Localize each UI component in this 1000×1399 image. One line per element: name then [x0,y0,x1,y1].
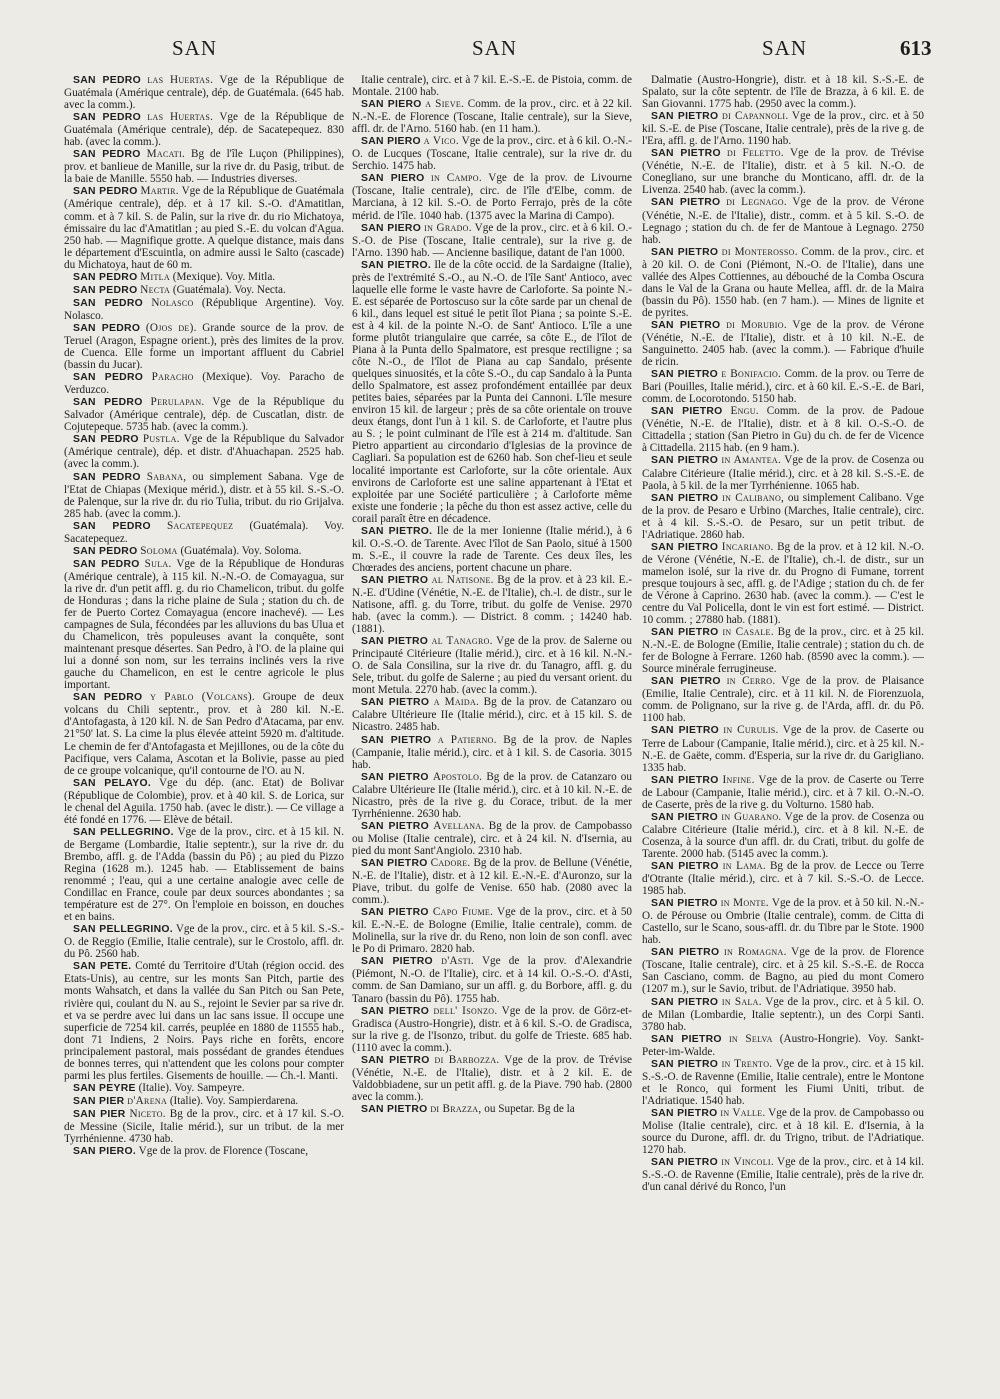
entry-qualifier: Mitla [140,270,170,283]
entry-qualifier: a Sieve. [425,98,465,111]
entry-text: (Italie). Voy. Sampeyre. [138,1081,245,1094]
dictionary-entry [642,319,924,368]
entry-text: Vge de la prov. de Görz-et-Gradisca (Austro-Hongrie), distr. et à 6 kil. S.-O. de Gradisca, sur la rive g. de l'Isonzo, tribut. du golfe de Trieste. 685 hab. (1110 avec la comm.). [352,1004,632,1054]
entry-qualifier: a Patierno. [437,733,497,746]
dictionary-entry [352,74,632,98]
entry-qualifier: Sabana, [146,470,187,483]
entry-headword: SAN PIETRO [361,907,429,919]
dictionary-entry [64,1095,344,1108]
entry-qualifier: Perulapan. [150,396,205,409]
entry-text: Vge de la prov. de Livourne (Toscane, Italie centrale), circ. de l'île d'Elbe, comm. de Marciana, à 12 kil. S.-O. de Porto Ferrajo, près de la côte mérid. de l'île. 1040 hab. (1375 avec la Marina di Campo). [352,172,632,222]
entry-headword: SAN PIETRO [651,1033,722,1045]
entry-headword: SAN PEDRO [73,322,141,334]
entry-qualifier: di Barbozza. [434,1053,500,1066]
entry-headword: SAN PIETRO [361,956,433,968]
entry-qualifier: in Romagna. [724,946,787,959]
entry-qualifier: in Cerro. [726,675,776,688]
dictionary-entry [642,1033,924,1058]
entry-qualifier: Pustla. [142,433,180,446]
entry-text: Bg de la prov., circ. et à 17 kil. S.-O. de Messine (Sicile, Italie mérid.), sur un tribut. de la mer Tyrrhénienne. 4730 hab. [64,1107,344,1146]
dictionary-entry [642,724,924,773]
entry-headword: SAN PIETRO [651,148,721,160]
entry-headword: SAN PIER [73,1108,126,1120]
dictionary-entry [352,574,632,635]
text-column-3 [642,74,924,1394]
dictionary-entry [642,1107,924,1156]
entry-headword: SAN PIETRO [651,861,719,872]
dictionary-entry [642,541,924,626]
entry-text: Grande source de la prov. de Teruel (Aragon, Espagne orient.), près des limites de la prov. de Cuenca. Elle forme un important affluent du Cabriel (bassin du Jucar). [64,321,344,372]
entry-qualifier: Sula. [144,557,172,570]
entry-headword: SAN PIERO. [73,1146,137,1158]
entry-qualifier: al Tanagro. [431,635,493,648]
entry-headword: SAN PIER [73,1095,125,1107]
entry-headword: SAN PEDRO [73,520,151,532]
entry-qualifier: las Huertas. [147,111,214,124]
entry-headword: SAN PEDRO [73,558,140,570]
entry-text: ou simplement Sabana. Vge de l'Etat de Chiapas (Mexique mérid.), distr. et à 55 kil. S.-S.-O. de Palenque, sur la rive dr. du rio Tulia, tribut. du rio Grijalva. 285 hab. (avec la comm.). [64,470,344,520]
entry-text: Comté du Territoire d'Utah (région occid. des Etats-Unis), au centre, sur les monts San Pitch, partie des monts Wahsatch, et dans la vallée du San Pitch ou San Pete, rivière qui, coulant du N. au S., rejoint le Sevier par sa rive dr. et va se perdre avec lui dans un lac sans issue. Il occupe une superficie de 7254 kil. carrés, peuplée en 1880 de 11555 hab., dont 71 Indiens, 2 Noirs. Pays riche en forêts, encore principalement pastoral, mais possédant de grandes étendues de bonnes terres, qui n'attendent que les colons pour compter parmi les plus fertiles. Gisements de houille. — Ch.-l. Manti. [64,960,344,1082]
entry-qualifier: Capo Fiume. [432,906,494,919]
entry-qualifier: Apostolo. [432,770,483,783]
dictionary-entry [642,946,924,995]
entry-headword: SAN PETE. [73,961,132,973]
dictionary-entry [64,826,344,923]
entry-headword: SAN PEDRO [73,545,138,557]
entry-qualifier: di Monterosso. [721,245,798,258]
dictionary-entry [642,860,924,897]
entry-qualifier: in Curulis. [723,724,779,737]
entry-qualifier: in Guarano. [721,810,782,823]
entry-headword: SAN PEDRO [73,75,141,86]
entry-qualifier: in Campo. [431,172,482,185]
entry-headword: SAN PEDRO [73,372,144,384]
header-center-word: SAN [472,36,518,60]
running-header [0,36,1000,66]
entry-text: Bg de la prov. de Bellune (Vénétie, N.-E. de l'Italie), distr. et à 12 kil. E.-N.-E. d'Auronzo, sur la Piave, tribut. du golfe de Venise. 650 hab. (2080 avec la comm.). [352,857,632,907]
entry-qualifier: Incariano. [721,540,774,553]
dictionary-entry [642,996,924,1033]
entry-headword: SAN PIETRO [651,246,719,258]
entry-headword: SAN PEDRO [73,692,143,704]
entry-text: Bg de la prov. et à 23 kil. E.-N.-E. d'Udine (Vénétie, N.-E. de l'Italie), ch.-l. de distr., sur le Natisone, affl. g. du Torre, tribut. du golfe de Venise. 2970 hab. (avec la comm.). — District. 8 comm. ; 14240 hab. (1881). [352,573,632,636]
entry-text: Vge de la République du Salvador (Amérique centrale), dép. et distr. d'Ahuachapan. 2525 hab. (avec la comm.). [64,433,344,471]
entry-headword: SAN PEDRO [73,397,143,409]
entry-text: (Mexique). Voy. Mitla. [169,270,276,283]
entry-headword: SAN PEDRO [73,186,138,198]
entry-text: ou Supetar. Bg de la [481,1102,575,1115]
entry-headword: SAN PIERO [361,136,421,148]
dictionary-entry [642,1156,924,1193]
dictionary-entry [64,111,344,148]
entry-text: Bg de la prov. de Lecce ou Terre d'Otrante (Italie mérid.), circ. et à 7 kil. S.-S.-O. de Lecce. 1985 hab. [642,860,924,898]
entry-headword: SAN PIETRO [651,197,721,209]
entry-headword: SAN PEDRO [73,149,141,161]
entry-text: Vge de la prov., circ. et à 6 kil. O.-S.-O. de Pise (Toscane, Italie centrale), sur la rive g. de l'Arno. 1390 hab. — Ancienne basilique, datant de l'an 1000. [352,221,632,259]
dictionary-entry [642,774,924,811]
entry-qualifier: in Grado. [424,221,472,234]
dictionary-entry [352,222,632,259]
dictionary-entry [64,271,344,284]
dictionary-entry [64,297,344,322]
entry-qualifier: in Trento. [721,1057,773,1070]
entry-headword: SAN PELLEGRINO. [73,924,173,936]
entry-headword: SAN PIETRO [651,406,723,418]
entry-headword: SAN PELLEGRINO. [73,826,174,838]
entry-headword: SAN PIETRO [361,1103,428,1115]
entry-headword: SAN PIETRO [361,1005,430,1017]
entry-qualifier: in Calibano, [722,491,785,504]
dictionary-entry [642,368,924,405]
entry-text: Bg de la prov. de Campobasso ou Molise (Italie centrale), circ. et à 24 kil. N. d'Isernia, au pied du mont Sant'Angiolo. 2310 hab. [352,819,632,857]
dictionary-entry [642,196,924,245]
entry-headword: SAN PIETRO [651,1058,719,1070]
dictionary-entry [64,471,344,520]
entry-qualifier: y Pablo (Volcans). [150,691,256,704]
entry-text: Vge de la prov. d'Alexandrie (Piémont, N.-O. de l'Italie), circ. et à 14 kil. O.-S.-O. d'Asti, comm. de San Damiano, sur un affl. g. du Borbore, affl. g. du Tanaro (bassin du Pô). 1755 hab. [352,955,632,1005]
entry-text: Comm. de la prov., circ. et à 20 kil. O. de Coni (Piémont, N.-O. de l'Italie), dans une vallée des Alpes Cottiennes, au débouché de la Comba Oscura dans le Val de la Grana ou haute Mellea, affl. dr. de la Maira (bassin du Pô). 1550 hab. (en 7 ham.). — Mines de lignite et de pyrites. [642,245,924,319]
entry-text: Vge de la prov. de Campobasso ou Molise (Italie centrale), circ. et à 18 kil. E. d'Isernia, à la source du Durone, affl. dr. du Trigno, tribut. de l'Adriatique. 1270 hab. [642,1106,924,1157]
dictionary-entry [642,74,924,110]
dictionary-entry [64,545,344,558]
entry-qualifier: a Maida. [433,696,480,709]
entry-headword: SAN PEDRO [73,471,141,483]
entry-text: (Austro-Hongrie). Voy. Sankt-Peter-im-Walde. [642,1032,924,1058]
entry-qualifier: Macati. [146,148,186,161]
entry-headword: SAN PIETRO [651,725,720,737]
entry-qualifier: Paracho [151,371,194,384]
entry-headword: SAN PIETRO [361,820,429,832]
entry-qualifier: di Legnago. [726,196,787,209]
entry-text: (Mexique). Voy. Paracho de Verduzco. [64,371,344,397]
entry-text: Vge de la prov. de Vérone (Vénétie, N.-E. de l'Italie), distr., comm. et à 5 kil. S.-O. de Legnago ; station du ch. de fer de Mantoue à Legnago. 2750 hab. [642,196,924,246]
dictionary-entry [642,110,924,147]
entry-headword: SAN PIETRO [361,574,429,586]
dictionary-entry [352,820,632,857]
entry-qualifier: in Vincoli. [721,1156,774,1169]
entry-qualifier: Avellana. [433,819,485,832]
dictionary-entry [64,396,344,433]
dictionary-entry [64,923,344,960]
dictionary-entry [642,492,924,541]
dictionary-entry [64,520,344,545]
entry-headword: SAN PIETRO. [361,525,433,537]
entry-qualifier: Necta [140,283,171,296]
entry-text: Bg de l'île Luçon (Philippines), prov. et banlieue de Manille, sur la rive dr. du Pasig, tribut. de la baie de Manille. 5550 hab. — Industries diverses. [64,148,344,186]
dictionary-entry [64,74,344,111]
dictionary-entry [642,675,924,724]
entry-text: Comm. de la prov. de Padoue (Vénétie, N.-E. de l'Italie), distr. et à 8 kil. O.-S.-O. de Cittadella ; station (San Pietro in Gu) du ch. de fer de Vicence à Cittadella. 2115 hab. (en 9 ham.). [642,405,924,455]
entry-headword: SAN PIETRO [651,541,719,553]
entry-qualifier: a Vico. [423,135,459,148]
entry-qualifier: Cadore. [430,857,471,869]
entry-headword: SAN PIETRO [651,369,719,381]
entry-headword: SAN PEDRO [73,297,144,309]
entry-text: Vge de la République de Guatémala (Amérique centrale), dép. et à 17 kil. S.-O. d'Amatitlan, comm. et à 7 kil. S. de Palin, sur la rive dr. du rio Michatoya, émissaire du lac d'Amatitlan ; au pied S.-E. du volcan d'Agua. 250 hab. — Magnifique grotte. A quelque distance, mais dans le département d'Escuintla, on admire aussi le Salto (cascade) du Michatoya, haut de 60 m. [64,185,344,271]
entry-text: Bg de la prov. de Naples (Campanie, Italie mérid.), circ. et à 1 kil. S. de Casoria. 3015 hab. [352,733,632,771]
entry-text: Vge de la prov. de Plaisance (Emilie, Italie Centrale), circ. et à 11 kil. N. de Fiorenzuola, comm. de Polignano, sur la rive g. de l'Arda, affl. dr. du Pô. 1100 hab. [642,675,924,725]
dictionary-entry [352,1005,632,1054]
entry-headword: SAN PIETRO [361,697,430,709]
entry-qualifier: di Capannoli. [722,110,789,123]
entry-headword: SAN PIETRO [651,627,719,639]
dictionary-entry [352,1103,632,1116]
entry-text: Bg de la prov. et à 12 kil. N.-O. de Vérone (Vénétie, N.-E. de l'Italie), ch.-l. de distr., sur un mamelon isolé, sur la rive dr. du Progno di Fumane, torrent presque toujours à sec, affl. g. de l'Adige ; station du ch. de fer de Vérone à Caprino. 2630 hab. (avec la comm.). — C'est le centre du Val Policella, dont le vin est fort estimé. — District. 10 comm. ; 27880 hab. (1881). [642,540,924,627]
entry-headword: SAN PIETRO [651,947,720,959]
dictionary-entry [642,811,924,860]
dictionary-entry [352,857,632,906]
dictionary-entry [352,734,632,771]
entry-text: Vge de la prov., circ. et à 5 kil. S.-S.-O. de Reggio (Emilie, Italie centrale), sur le Crostolo, affl. dr. du Pô. 2560 hab. [64,923,344,961]
dictionary-entry [642,147,924,196]
entry-text: Vge de la prov., circ. et à 15 kil. S.-S.-O. de Ravenne (Emilie, Italie centrale), entre le Montone et le Ronco, qui forment les Fiumi Uniti, tribut. de l'Adriatique. 1540 hab. [642,1057,924,1107]
dictionary-entry [352,635,632,696]
entry-headword: SAN PEDRO [73,112,141,124]
dictionary-entry [352,696,632,733]
entry-qualifier: d'Asti. [441,955,474,968]
dictionary-entry [352,525,632,574]
dictionary-entry [64,777,344,826]
dictionary-entry [64,185,344,270]
entry-text: Ile de la mer Ionienne (Italie mérid.), à 6 kil. O.-S.-O. de Tarente. Avec l'îlot de San Paolo, situé à 1500 m. S.-E., il couvre la rade de Tarente. Ces deux îles, les Chœrades des anciens, portent chacune un phare. [352,524,632,574]
entry-headword: SAN PIETRO [651,898,718,910]
entry-text: (Guatémala). Voy. Necta. [170,283,286,296]
dictionary-entry [642,1058,924,1107]
entry-qualifier: in Selva [728,1032,773,1045]
dictionary-entry [352,259,632,525]
entry-text: (République Argentine). Voy. Nolasco. [64,296,344,322]
dictionary-entry [64,1082,344,1095]
entry-headword: SAN PIETRO [361,1054,430,1066]
entry-headword: SAN PIETRO [651,492,719,504]
entry-headword: SAN PEDRO [73,284,138,296]
text-column-2 [352,74,632,1394]
entry-headword: SAN PIETRO [361,636,429,648]
entry-qualifier: Martir. [140,185,179,198]
entry-text: Italie centrale), circ. et à 7 kil. E.-S.-E. de Pistoia, comm. de Montale. 2100 hab. [352,74,632,99]
entry-qualifier: dell' Isonzo. [433,1004,498,1017]
entry-text: Vge de la prov. de Florence (Toscane, Italie centrale), circ. et à 25 kil. S.-S.-E. de Rocca San Casciano, comm. de Bagno, au pied du mont Comero (1207 m.), sur le Savio, tribut. de l'Adriatique. 3950 hab. [642,946,924,996]
entry-headword: SAN PIETRO [651,455,719,467]
entry-text: Vge de la prov. de Trévise (Vénétie, N.-E. de l'Italie), distr. et à 2 kil. E. de Valdobbiadene, sur un petit affl. g. de la Piave. 790 hab. (2800 avec la comm.). [352,1053,632,1103]
entry-headword: SAN PIETRO. [361,259,432,271]
entry-headword: SAN PEDRO [73,271,138,283]
entry-headword: SAN PIETRO [361,858,428,869]
entry-text: Vge de la prov., circ. et à 50 kil. E.-N.-E. de Bologne (Emilie, Italie centrale), comm. de Molinella, sur la rive dr. du Reno, non loin de son confl. avec le Po di Primaro. 2820 hab. [352,906,632,956]
dictionary-entry [642,246,924,319]
dictionary-entry [352,135,632,172]
dictionary-entry [64,322,344,371]
entry-qualifier: Infine. [722,773,755,786]
entry-text: Vge de la prov., circ. et à 6 kil. O.-N.-O. de Lucques (Toscane, Italie centrale), sur la rive dr. du Serchio. 1475 hab. [352,135,632,173]
entry-text: (Guatémala). Voy. Soloma. [177,544,302,557]
dictionary-entry [642,405,924,454]
entry-headword: SAN PEYRE [73,1082,136,1094]
text-column-1 [64,74,344,1394]
dictionary-entry [64,960,344,1081]
entry-qualifier: (Ojos de). [145,321,197,334]
entry-qualifier: al Natisone. [431,573,494,586]
entry-headword: SAN PIETRO [361,771,429,783]
entry-qualifier: d'Arena [127,1094,168,1107]
entry-text: Vge de la prov. de Trévise (Vénétie, N.-E. de l'Italie), distr. et à 5 kil. N.-O. de Conegliano, sur une branche du Monticano, affl. dr. de la Livenza. 2540 hab. (avec la comm.). [642,147,924,197]
entry-text: Vge de la prov. de Vérone (Vénétie, N.-E. de l'Italie), distr. et à 10 kil. N.-E. de Sanguinetto. 2405 hab. (avec la comm.). — Fabrique d'huile de ricin. [642,318,924,369]
dictionary-entry [64,558,344,692]
entry-text: Vge de la prov., circ. et à 14 kil. S.-S.-O. de Ravenne (Emilie, Italie centrale), près de la rive dr. d'un canal dérivé du Ronco, l'un [642,1156,924,1194]
dictionary-entry [352,1054,632,1103]
entry-text: Vge de la République du Salvador (Amérique centrale), dép. de Cuscatlan, distr. de Cojutepeque. 5735 hab. (avec la comm.). [64,396,344,434]
entry-qualifier: di Feletto. [727,147,784,160]
page-number: 613 [900,36,932,60]
entry-qualifier: e Bonifacio. [721,368,782,381]
dictionary-entry [642,626,924,675]
entry-headword: SAN PIETRO [651,811,719,823]
entry-headword: SAN PIETRO [651,676,721,688]
entry-text: Ile de la côte occid. de la Sardaigne (Italie), près de l'extrémité S.-O., au N.-O. de l'île Sant' Antioco, avec laquelle elle forme le vaste havre de Carloforte. Sa pointe N.-E. est séparée de Portoscuso sur la côte sarde par un chenal de 6 kil., dans lequel est situé le petit îlot Piana ; sa pointe S.-E. est à 4 kil. de la pointe N.-O. de Sant' Antioco. L'île a une forme plutôt triangulaire que carrée, sa côte E., de l'îlot de Piana à la Punta dello Spalmatore, est presque rectiligne ; sa côte N.-O., de l'îlot de Piana au cap Sandalo, présente quelques sinuosités, et la côte S.-O., du cap Sandalo à la Punta dello Spalmatore, est assez profondément entaillée par deux petites baies, séparées par la Punta dei Cannoni. L'île mesure environ 15 kil. de largeur ; près de sa côte orientale on trouve deux étangs, dont l'un à 1 kil. S. de Carloforte, et l'autre plus au S. ; le point culminant de l'île est à 214 m. d'altitude. San Pietro appartient au circondario d'Iglesias de la province de Cagliari. Sa population est de 6260 hab. Son chef-lieu et seule localité importante est Carloforte, sur la côte orientale. Aux environs de Carloforte est une saline appartenant à l'Etat et exploitée par une Société particulière ; à Carloforte même existe une fonderie ; la pêche du thon est assez active, celle du corail paraît être en décadence. [352,258,632,525]
entry-qualifier: Sacatepequez [167,519,234,532]
dictionary-entry [64,433,344,470]
entry-text: Vge de la prov. de Caserte ou Terre de Labour (Campanie, Italie mérid.), circ. et à 25 kil. N.-N.-E. de Gaëte, comm. d'Esperia, sur la rive dr. du Garigliano. 1335 hab. [642,724,924,774]
dictionary-entry [352,771,632,820]
entry-qualifier: Nolasco [151,296,194,309]
dictionary-entry [64,691,344,776]
entry-headword: SAN PIERO [361,99,422,111]
entry-headword: SAN PIERO [361,222,422,234]
entry-text: Vge de la prov. de Caserte ou Terre de Labour (Campanie, Italie mérid.), circ. et à 7 kil. O.-N.-O. de Caserte, près de la rive g. du Volturno. 1580 hab. [642,773,924,811]
entry-text: Vge de la République de Honduras (Amérique centrale), à 115 kil. N.-N.-O. de Comayagua, sur la rive dr. d'un petit affl. g. du rio Chamelicon, tribut. du golfe de Honduras ; dans la riche plaine de Sula ; station du ch. de fer de Puerto Cortez Comayagua (encore inachevé). — Les campagnes de Sula, fécondées par les alluvions du bas Ulua et du Chamelicon, très populeuses avant la conquête, sont maintenant presque désertes. San Pedro, à l'O. de la plaine qui lui a donné son nom, sur les terrains inclinés vers la rive gauche du Chamelicon, en est le centre agricole le plus important. [64,557,344,692]
entry-headword: SAN PIETRO [361,734,432,746]
entry-headword: SAN PIETRO [651,1107,718,1119]
entry-qualifier: di Brazza, [430,1102,482,1115]
dictionary-entry [352,172,632,221]
entry-qualifier: in Sala. [721,995,762,1008]
entry-qualifier: in Lama. [722,860,766,872]
entry-headword: SAN PIETRO [651,996,719,1008]
dictionary-entry [642,454,924,491]
entry-text: Vge de la République de Guatémala (Amérique centrale), dép. de Sacatepequez. 830 hab. (avec la comm.). [64,111,344,149]
entry-text: Vge de la République de Guatémala (Amérique centrale), dép. de Guatémala. (645 hab. avec la comm.). [64,74,344,112]
entry-headword: SAN PIETRO [651,319,721,331]
entry-text: Vge de la prov. de Salerne ou Principauté Citérieure (Italie mérid.), circ. et à 16 kil. N.-N.-O. de Sala Consilina, sur la rive dr. du Tanagro, affl. g. du Sele, tribut. du golfe de Salerne ; au pied du versant orient. du mont Metula. 2270 hab. (avec la comm.). [352,635,632,697]
dictionary-entry [642,897,924,946]
entry-qualifier: in Amantea. [721,454,782,467]
entry-text: Groupe de deux volcans du Chili septentr., prov. et à 280 kil. N.-E. d'Antofagasta, à 120 kil. N. de San Pedro d'Atacama, par env. 21°50' lat. S. La cime la plus élevée atteint 5920 m. d'altitude. Le chemin de fer d'Antofagasta et Mejillones, ou de la côte du Pacifique, vers Calama, Ascotan et la Bolivie, passe au pied de ce groupe volcanique, qu'il contourne de l'O. au N. [64,691,344,777]
entry-qualifier: in Casale. [722,626,774,639]
entry-text: Comm. de la prov. ou Terre de Bari (Pouilles, Italie mérid.), circ. et à 60 kil. E.-S.-E. de Bari, comm. de Locorotondo. 5150 hab. [642,368,924,406]
entry-text: Vge de la prov., circ. et à 15 kil. N. de Bergame (Lombardie, Italie septentr.), sur la rive dr. du Brembo, affl. g. de l'Adda (bassin du Pô) ; au pied du Pizzo Regina (1628 m.). 1245 hab. — Etablissement de bains renommé ; l'eau, qui a une certaine analogie avec celle de Condillac en France, coule par deux sources abondantes ; sa température est de 27°. On l'emploie en boisson, en douches et en bains. [64,825,344,924]
entry-headword: SAN PELAYO. [73,777,152,789]
entry-text: Bg de la prov., circ. et à 25 kil. N.-N.-E. de Bologne (Emilie, Italie centrale) ; station du ch. de fer de Bologne à Ferrare. 1260 hab. (8590 avec la comm.). — Source minérale ferrugineuse. [642,626,924,676]
dictionary-entry [64,1108,344,1145]
entry-headword: SAN PIETRO [651,1157,718,1169]
entry-text: (Italie). Voy. Sampierdarena. [167,1094,299,1107]
dictionary-entry [64,284,344,297]
entry-qualifier: Soloma [140,544,178,557]
entry-text: Vge de la prov. et à 50 kil. N.-N.-O. de Pérouse ou Ombrie (Italie centrale), comm. de Citta di Castello, sur le Scano, sous-affl. dr. du Tibre par le Stote. 1900 hab. [642,897,924,947]
entry-qualifier: Engu. [730,405,759,418]
entry-text: Vge de la prov. de Cosenza ou Calabre Citérieure (Italie mérid.), circ. et à 8 kil. N.-E. de Cosenza, à la source d'un affl. dr. du Crati, tribut. du golfe de Tarente. 2000 hab. (5145 avec la comm.). [642,810,924,860]
entry-headword: SAN PIERO [361,173,425,185]
dictionary-entry [352,98,632,135]
entry-qualifier: Niceto. [129,1107,166,1120]
entry-text: Vge du dép. (anc. Etat) de Bolivar (République de Colombie), prov. et à 40 kil. S. de Lorica, sur le chenal del Aguila. 1750 hab. (avec le distr.). — Ce village a été fondé en 1776. — Elève de bétail. [64,776,344,826]
dictionary-entry [64,371,344,396]
dictionary-entry [64,1145,344,1158]
entry-text: Bg de la prov. de Catanzaro ou Calabre Ultérieure IIe (Italie mérid.), circ. et à 10 kil. N.-E. de Nicastro, près de la rive g. du Corace, tribut. de la mer Tyrrhénienne. 2630 hab. [352,770,632,820]
entry-headword: SAN PEDRO [73,434,139,446]
entry-text: Vge de la prov. de Cosenza ou Calabre Citérieure (Italie mérid.), circ. et à 28 kil. S.-S.-E. de Paola, à 5 kil. de la mer Tyrrhénienne. 1065 hab. [642,454,924,492]
header-left-word: SAN [172,36,218,60]
entry-headword: SAN PIETRO [651,111,719,123]
header-right-word: SAN [762,36,808,60]
entry-headword: SAN PIETRO [651,774,719,786]
dictionary-entry [352,955,632,1004]
entry-qualifier: in Valle. [720,1106,766,1119]
entry-text: Comm. de la prov., circ. et à 22 kil. N.-N.-E. de Florence (Toscane, Italie centrale), sur la Sieve, affl. dr. de l'Arno. 5160 hab. (en 11 ham.). [352,98,632,136]
entry-text: ou simplement Calibano. Vge de la prov. de Pesaro e Urbino (Marches, Italie centrale), circ. et à 4 kil. S.-S.-O. de Pesaro, sur un petit tribut. de l'Adriatique. 2860 hab. [642,491,924,541]
dictionary-entry [64,148,344,185]
dictionary-entry [352,906,632,955]
entry-qualifier: las Huertas. [147,74,214,86]
entry-text: Vge de la prov. de Florence (Toscane, [138,1145,308,1158]
entry-text: Vge de la prov., circ. et à 50 kil. S.-E. de Pise (Toscane, Italie centrale), près de la rive g. de l'Era, affl. g. de l'Arno. 1190 hab. [642,110,924,148]
entry-text: (Guatémala). Voy. Sacatepequez. [64,519,344,545]
entry-text: Bg de la prov. de Catanzaro ou Calabre Ultérieure IIe (Italie mérid.), circ. et à 15 kil. S. de Nicastro. 2485 hab. [352,696,632,734]
entry-text: Vge de la prov., circ. et à 5 kil. O. de Milan (Lombardie, Italie septentr.), un des Corpi Santi. 3780 hab. [642,995,924,1033]
entry-text: Dalmatie (Austro-Hongrie), distr. et à 18 kil. S.-S.-E. de Spalato, sur la côte septentr. de l'île de Brazza, à 6 kil. E. de San Giovanni. 1775 hab. (2950 avec la comm.). [642,74,924,111]
entry-qualifier: di Morubio. [726,318,787,331]
entry-qualifier: in Monte. [720,897,770,910]
